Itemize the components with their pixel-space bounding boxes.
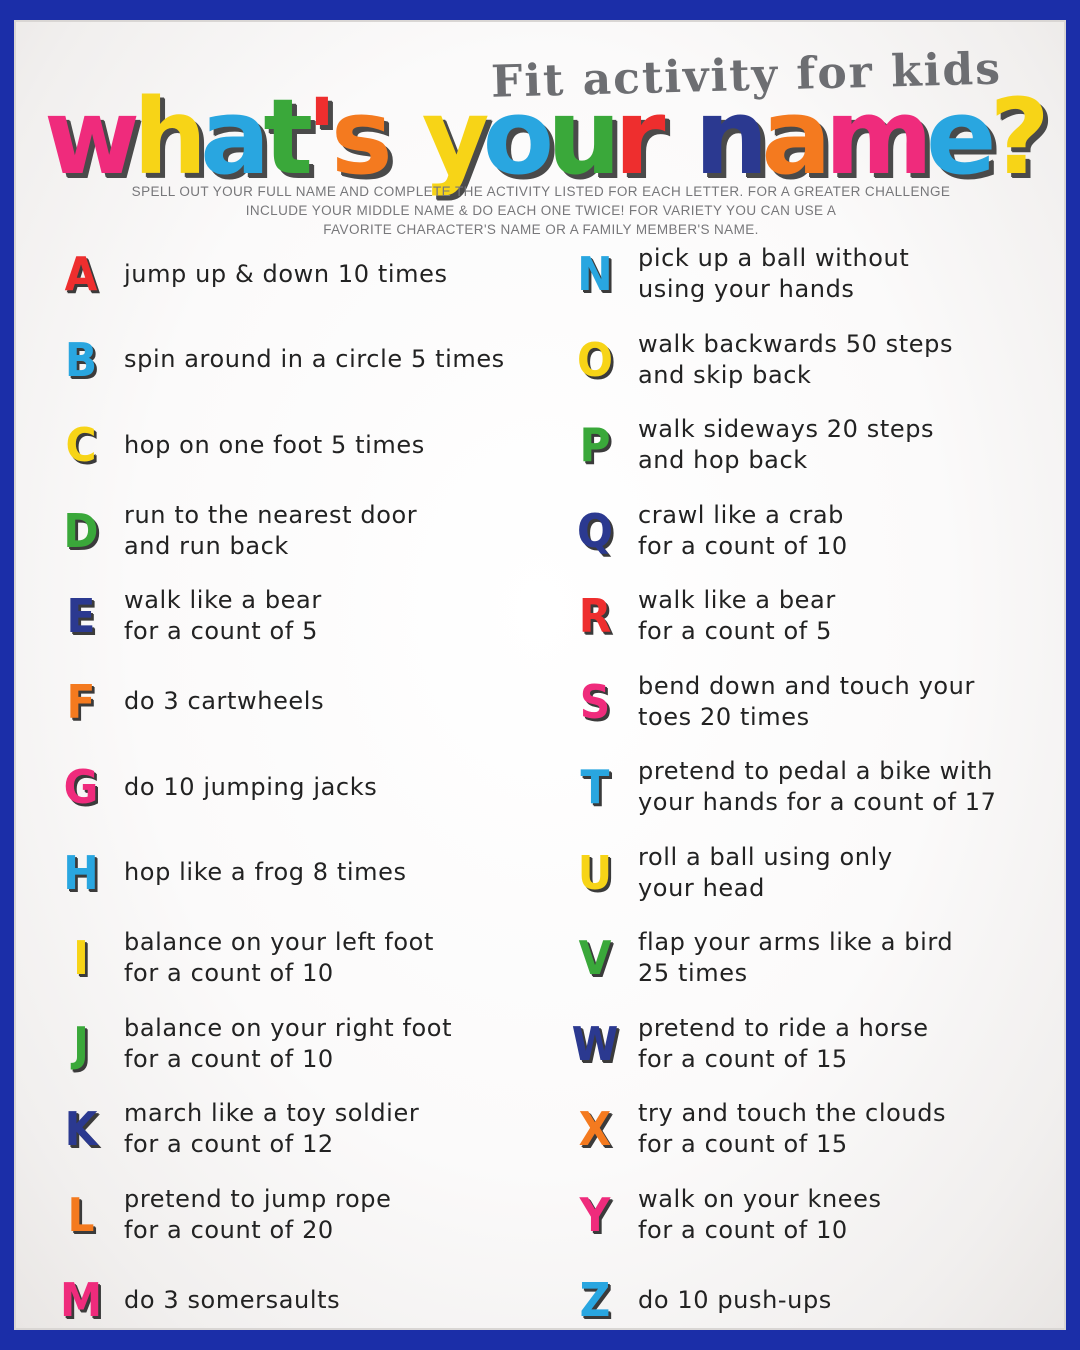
activity-text: pretend to pedal a bike with your hands for a count of 17 [638, 757, 997, 816]
activity-item-n [568, 234, 1063, 314]
title-char: s [330, 76, 386, 198]
activity-text: do 10 jumping jacks [124, 772, 378, 801]
activity-text: crawl like a crab for a count of 10 [638, 500, 848, 560]
activity-text: hop like a frog 8 times [124, 858, 407, 886]
activity-letter: S [579, 674, 611, 729]
activity-text: hop on one foot 5 times [124, 430, 425, 459]
activity-item-q [568, 491, 1063, 571]
activity-letter: T [580, 760, 610, 814]
activity-letter: M [59, 1273, 103, 1327]
activity-item-u [568, 833, 1063, 913]
title-char: m [824, 76, 926, 198]
activity-text: walk backwards 50 steps and skip back [638, 329, 954, 389]
activity-item-s [568, 662, 1063, 742]
activity-text: jump up & down 10 times [124, 259, 448, 288]
activity-letter: D [63, 503, 99, 558]
activity-text: flap your arms like a bird 25 times [638, 928, 954, 987]
activity-letter: U [577, 845, 613, 900]
activity-text: do 3 somersaults [124, 1285, 341, 1314]
activity-letter: B [64, 332, 98, 387]
activity-item-t [568, 747, 1063, 827]
activity-letter: Q [577, 503, 613, 558]
activity-letter: K [64, 1102, 98, 1156]
activity-item-e [54, 576, 534, 656]
activity-letter: W [571, 1016, 619, 1071]
activity-item-h [54, 833, 534, 913]
activity-letter: V [578, 931, 612, 985]
activity-item-b [54, 320, 534, 400]
activity-text: try and touch the clouds for a count of 15 [638, 1099, 947, 1158]
activity-text: run to the nearest door and run back [124, 500, 418, 560]
activity-item-o [568, 320, 1063, 400]
activity-text: roll a ball using only your head [638, 842, 893, 902]
activity-letter: R [578, 589, 612, 643]
activity-item-d [54, 491, 534, 571]
activity-letter: N [577, 247, 613, 301]
title-char: y [421, 76, 483, 198]
title-char: r [614, 76, 659, 198]
title-char: n [694, 76, 762, 198]
instruction-line: FAVORITE CHARACTER'S NAME OR A FAMILY MEMBER'S NAME. [323, 222, 759, 237]
activity-text: walk on your knees for a count of 10 [638, 1184, 882, 1244]
activity-poster [14, 20, 1066, 1330]
activity-item-r [568, 576, 1063, 656]
activity-text: walk sideways 20 steps and hop back [638, 415, 935, 474]
activity-text: do 3 cartwheels [124, 687, 325, 715]
activity-letter: P [579, 418, 611, 472]
activity-item-f [54, 662, 534, 742]
activity-text: pretend to jump rope for a count of 20 [124, 1184, 392, 1244]
activity-letter: X [578, 1102, 612, 1156]
activity-text: do 10 push-ups [638, 1285, 832, 1314]
activity-text: walk like a bear for a count of 5 [124, 586, 322, 645]
activity-letter: A [64, 247, 98, 301]
title-char: ? [989, 76, 1043, 198]
activity-text: bend down and touch your toes 20 times [638, 671, 975, 731]
activity-text: spin around in a circle 5 times [124, 345, 505, 373]
activity-text: pretend to ride a horse for a count of 15 [638, 1013, 929, 1073]
title-char: h [133, 76, 201, 198]
activity-text: walk like a bear for a count of 5 [638, 586, 836, 645]
activity-item-y [568, 1175, 1063, 1255]
title-char: a [200, 76, 264, 198]
activity-text: pick up a ball without using your hands [638, 244, 910, 303]
activity-item-g [54, 747, 534, 827]
activity-letter: Z [579, 1273, 611, 1327]
activity-item-v [568, 918, 1063, 998]
activity-letter: I [73, 931, 89, 985]
title-char: t [263, 76, 307, 198]
activity-letter: C [65, 418, 97, 472]
activity-item-k [54, 1089, 534, 1169]
activity-item-l [54, 1175, 534, 1255]
activity-letter: E [66, 589, 96, 643]
instructions [46, 182, 1036, 239]
activity-item-w [568, 1004, 1063, 1084]
activity-item-i [54, 918, 534, 998]
activity-letter: O [577, 332, 613, 387]
activity-letter: H [63, 845, 99, 900]
activity-item-j [54, 1004, 534, 1084]
activity-letter: Y [579, 1187, 611, 1242]
activity-item-m [54, 1260, 534, 1330]
activity-letter: F [66, 674, 96, 729]
activity-text: march like a toy soldier for a count of 12 [124, 1099, 420, 1158]
activity-letter: G [63, 760, 99, 814]
activity-text: balance on your left foot for a count of 10 [124, 928, 434, 987]
subtitle: Fit activity for kids [490, 43, 1003, 108]
activity-letter: L [67, 1187, 95, 1242]
title-char: a [761, 76, 825, 198]
activity-item-a [54, 234, 534, 314]
activity-letter: J [73, 1016, 89, 1071]
activity-item-c [54, 405, 534, 485]
activity-text: balance on your right foot for a count of 10 [124, 1013, 453, 1073]
activity-item-p [568, 405, 1063, 485]
instruction-line: INCLUDE YOUR MIDDLE NAME & DO EACH ONE TWICE! FOR VARIETY YOU CAN USE A [245, 203, 837, 218]
title-char: w [44, 76, 134, 198]
title-char: e [925, 76, 990, 198]
title-char: ' [306, 76, 331, 198]
title-char: o [482, 76, 548, 198]
title-char: u [547, 76, 615, 198]
activity-item-x [568, 1089, 1063, 1169]
activity-item-z [568, 1260, 1063, 1330]
instruction-line: SPELL OUT YOUR FULL NAME AND COMPLETE THE ACTIVITY LISTED FOR EACH LETTER. FOR A GREATER CHALLENGE [131, 184, 951, 199]
